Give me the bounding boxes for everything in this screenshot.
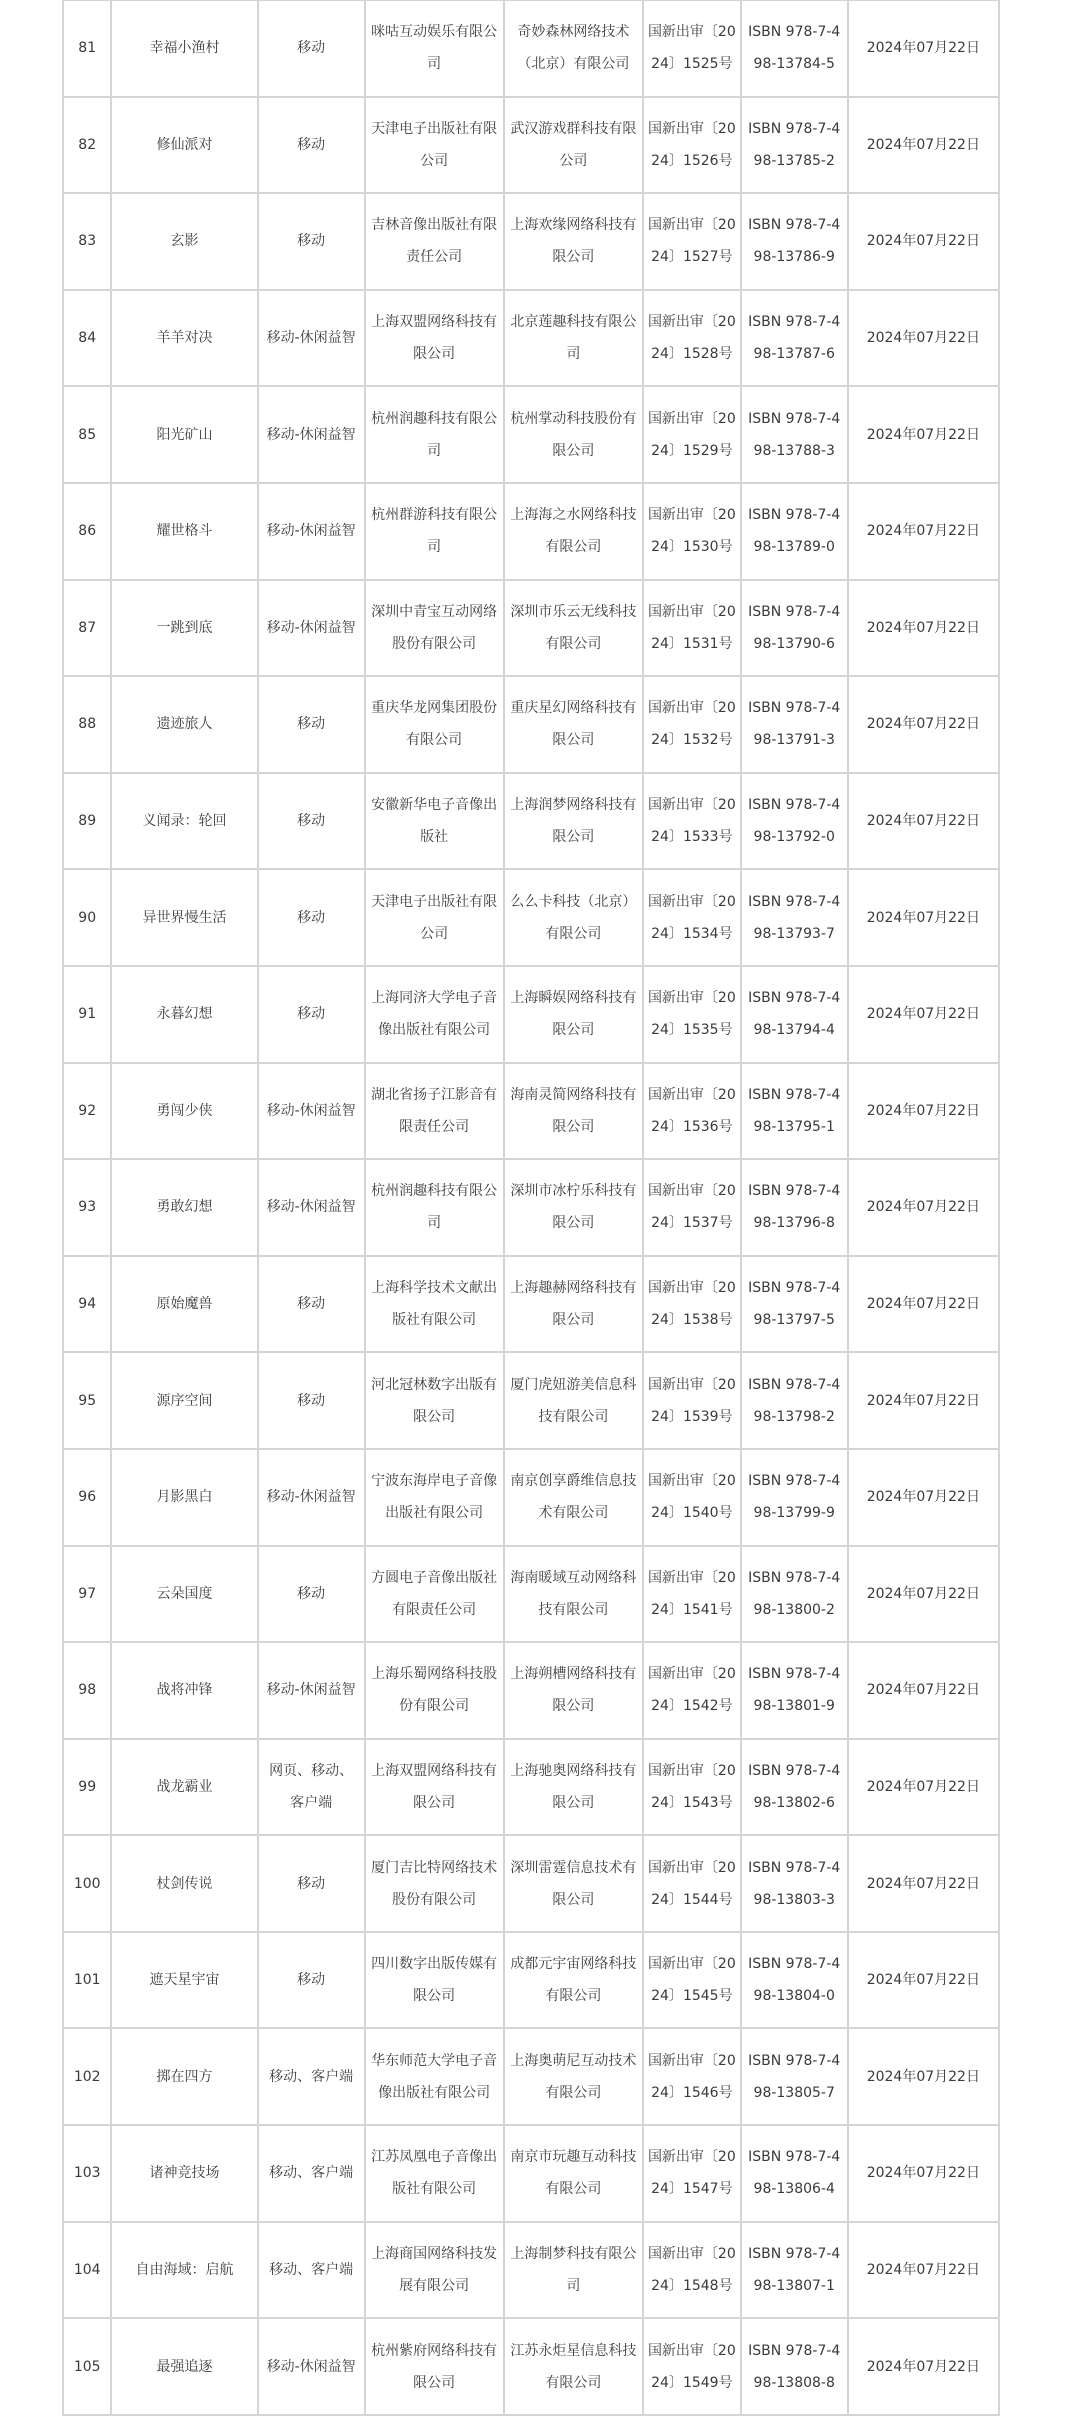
- table-row: [63, 2028, 999, 2125]
- cell-approval-number: 国新出审〔2024〕1544号: [643, 1835, 741, 1932]
- cell-operator: 江苏永炬星信息科技有限公司: [504, 2318, 643, 2415]
- cell-isbn: ISBN 978-7-498-13795-1: [741, 1063, 848, 1160]
- cell-approval-date: 2024年07月22日: [848, 773, 999, 870]
- cell-approval-number: 国新出审〔2024〕1537号: [643, 1159, 741, 1256]
- cell-approval-number: 国新出审〔2024〕1536号: [643, 1063, 741, 1160]
- cell-operator: 北京莲趣科技有限公司: [504, 290, 643, 387]
- cell-operator: 深圳市冰柠乐科技有限公司: [504, 1159, 643, 1256]
- cell-isbn: ISBN 978-7-498-13785-2: [741, 97, 848, 194]
- cell-number: 86: [63, 483, 111, 580]
- table-row: [63, 0, 999, 97]
- cell-game-type: 网页、移动、客户端: [258, 1739, 365, 1836]
- cell-approval-number: 国新出审〔2024〕1526号: [643, 97, 741, 194]
- cell-isbn: ISBN 978-7-498-13789-0: [741, 483, 848, 580]
- cell-number: 88: [63, 676, 111, 773]
- cell-approval-number: 国新出审〔2024〕1547号: [643, 2125, 741, 2222]
- cell-publisher: 安徽新华电子音像出版社: [365, 773, 504, 870]
- cell-number: 104: [63, 2222, 111, 2319]
- cell-isbn: ISBN 978-7-498-13806-4: [741, 2125, 848, 2222]
- cell-operator: 深圳市乐云无线科技有限公司: [504, 580, 643, 677]
- cell-operator: 上海驰奥网络科技有限公司: [504, 1739, 643, 1836]
- cell-approval-date: 2024年07月22日: [848, 1352, 999, 1449]
- cell-approval-number: 国新出审〔2024〕1541号: [643, 1546, 741, 1643]
- cell-game-type: 移动、客户端: [258, 2222, 365, 2319]
- cell-publisher: 上海同济大学电子音像出版社有限公司: [365, 966, 504, 1063]
- cell-isbn: ISBN 978-7-498-13800-2: [741, 1546, 848, 1643]
- table-row: [63, 966, 999, 1063]
- cell-game-type: 移动、客户端: [258, 2028, 365, 2125]
- cell-approval-number: 国新出审〔2024〕1539号: [643, 1352, 741, 1449]
- cell-game-name: 玄影: [111, 193, 257, 290]
- cell-publisher: 河北冠林数字出版有限公司: [365, 1352, 504, 1449]
- cell-game-name: 最强追逐: [111, 2318, 257, 2415]
- cell-approval-number: 国新出审〔2024〕1527号: [643, 193, 741, 290]
- cell-operator: 上海欢缘网络科技有限公司: [504, 193, 643, 290]
- cell-isbn: ISBN 978-7-498-13808-8: [741, 2318, 848, 2415]
- cell-publisher: 厦门吉比特网络技术股份有限公司: [365, 1835, 504, 1932]
- cell-isbn: ISBN 978-7-498-13793-7: [741, 869, 848, 966]
- cell-number: 82: [63, 97, 111, 194]
- cell-approval-number: 国新出审〔2024〕1543号: [643, 1739, 741, 1836]
- cell-game-name: 遗迹旅人: [111, 676, 257, 773]
- cell-game-type: 移动: [258, 1352, 365, 1449]
- cell-number: 102: [63, 2028, 111, 2125]
- table-row: [63, 1256, 999, 1353]
- cell-approval-number: 国新出审〔2024〕1546号: [643, 2028, 741, 2125]
- cell-game-type: 移动、客户端: [258, 2125, 365, 2222]
- cell-game-name: 源序空间: [111, 1352, 257, 1449]
- cell-game-type: 移动: [258, 0, 365, 97]
- cell-publisher: 吉林音像出版社有限责任公司: [365, 193, 504, 290]
- cell-operator: 上海瞬娱网络科技有限公司: [504, 966, 643, 1063]
- table-row: [63, 1449, 999, 1546]
- cell-approval-date: 2024年07月22日: [848, 1642, 999, 1739]
- cell-isbn: ISBN 978-7-498-13784-5: [741, 0, 848, 97]
- cell-publisher: 上海乐蜀网络科技股份有限公司: [365, 1642, 504, 1739]
- cell-publisher: 杭州润趣科技有限公司: [365, 1159, 504, 1256]
- cell-operator: 么么卡科技（北京）有限公司: [504, 869, 643, 966]
- cell-game-name: 遮天星宇宙: [111, 1932, 257, 2029]
- cell-game-name: 战龙霸业: [111, 1739, 257, 1836]
- cell-operator: 上海润梦网络科技有限公司: [504, 773, 643, 870]
- cell-number: 105: [63, 2318, 111, 2415]
- cell-isbn: ISBN 978-7-498-13788-3: [741, 386, 848, 483]
- cell-publisher: 咪咕互动娱乐有限公司: [365, 0, 504, 97]
- cell-operator: 南京创享爵维信息技术有限公司: [504, 1449, 643, 1546]
- cell-isbn: ISBN 978-7-498-13805-7: [741, 2028, 848, 2125]
- cell-approval-date: 2024年07月22日: [848, 2318, 999, 2415]
- cell-isbn: ISBN 978-7-498-13807-1: [741, 2222, 848, 2319]
- cell-game-name: 阳光矿山: [111, 386, 257, 483]
- cell-approval-number: 国新出审〔2024〕1549号: [643, 2318, 741, 2415]
- cell-game-name: 一跳到底: [111, 580, 257, 677]
- cell-game-name: 云朵国度: [111, 1546, 257, 1643]
- cell-approval-number: 国新出审〔2024〕1548号: [643, 2222, 741, 2319]
- table-row: [63, 2318, 999, 2415]
- cell-game-name: 杖剑传说: [111, 1835, 257, 1932]
- cell-publisher: 湖北省扬子江影音有限责任公司: [365, 1063, 504, 1160]
- cell-game-type: 移动-休闲益智: [258, 1642, 365, 1739]
- page-margin-left: [0, 0, 62, 2426]
- cell-operator: 上海奥萌尼互动技术有限公司: [504, 2028, 643, 2125]
- cell-publisher: 杭州紫府网络科技有限公司: [365, 2318, 504, 2415]
- game-approval-table: [62, 0, 1000, 2416]
- cell-approval-number: 国新出审〔2024〕1532号: [643, 676, 741, 773]
- cell-isbn: ISBN 978-7-498-13790-6: [741, 580, 848, 677]
- cell-game-name: 修仙派对: [111, 97, 257, 194]
- cell-publisher: 华东师范大学电子音像出版社有限公司: [365, 2028, 504, 2125]
- cell-game-type: 移动: [258, 1932, 365, 2029]
- cell-number: 95: [63, 1352, 111, 1449]
- cell-approval-date: 2024年07月22日: [848, 1739, 999, 1836]
- cell-number: 81: [63, 0, 111, 97]
- cell-game-type: 移动: [258, 773, 365, 870]
- table-row: [63, 1063, 999, 1160]
- table-row: [63, 2125, 999, 2222]
- cell-approval-number: 国新出审〔2024〕1528号: [643, 290, 741, 387]
- cell-publisher: 四川数字出版传媒有限公司: [365, 1932, 504, 2029]
- table-row: [63, 1739, 999, 1836]
- cell-approval-date: 2024年07月22日: [848, 1063, 999, 1160]
- cell-operator: 海南暖域互动网络科技有限公司: [504, 1546, 643, 1643]
- cell-game-name: 异世界慢生活: [111, 869, 257, 966]
- table-row: [63, 1835, 999, 1932]
- cell-number: 103: [63, 2125, 111, 2222]
- cell-isbn: ISBN 978-7-498-13791-3: [741, 676, 848, 773]
- cell-number: 89: [63, 773, 111, 870]
- cell-number: 96: [63, 1449, 111, 1546]
- cell-number: 84: [63, 290, 111, 387]
- cell-game-type: 移动-休闲益智: [258, 2318, 365, 2415]
- cell-game-name: 永暮幻想: [111, 966, 257, 1063]
- cell-operator: 重庆星幻网络科技有限公司: [504, 676, 643, 773]
- table-row: [63, 1932, 999, 2029]
- cell-game-type: 移动: [258, 869, 365, 966]
- table-row: [63, 676, 999, 773]
- cell-publisher: 上海双盟网络科技有限公司: [365, 1739, 504, 1836]
- cell-game-type: 移动: [258, 676, 365, 773]
- cell-publisher: 天津电子出版社有限公司: [365, 97, 504, 194]
- cell-operator: 厦门虎妞游美信息科技有限公司: [504, 1352, 643, 1449]
- cell-operator: 奇妙森林网络技术（北京）有限公司: [504, 0, 643, 97]
- cell-isbn: ISBN 978-7-498-13803-3: [741, 1835, 848, 1932]
- cell-isbn: ISBN 978-7-498-13801-9: [741, 1642, 848, 1739]
- cell-isbn: ISBN 978-7-498-13796-8: [741, 1159, 848, 1256]
- cell-approval-date: 2024年07月22日: [848, 869, 999, 966]
- cell-approval-number: 国新出审〔2024〕1533号: [643, 773, 741, 870]
- table-row: [63, 483, 999, 580]
- cell-game-type: 移动-休闲益智: [258, 483, 365, 580]
- cell-game-type: 移动: [258, 97, 365, 194]
- cell-game-type: 移动-休闲益智: [258, 386, 365, 483]
- cell-approval-date: 2024年07月22日: [848, 1256, 999, 1353]
- table-row: [63, 869, 999, 966]
- cell-approval-date: 2024年07月22日: [848, 483, 999, 580]
- cell-game-name: 月影黑白: [111, 1449, 257, 1546]
- cell-isbn: ISBN 978-7-498-13804-0: [741, 1932, 848, 2029]
- cell-number: 90: [63, 869, 111, 966]
- cell-approval-date: 2024年07月22日: [848, 0, 999, 97]
- cell-game-type: 移动: [258, 1835, 365, 1932]
- cell-approval-number: 国新出审〔2024〕1525号: [643, 0, 741, 97]
- cell-approval-date: 2024年07月22日: [848, 1835, 999, 1932]
- table-row: [63, 580, 999, 677]
- cell-game-type: 移动: [258, 193, 365, 290]
- cell-game-name: 勇闯少侠: [111, 1063, 257, 1160]
- cell-number: 85: [63, 386, 111, 483]
- cell-number: 93: [63, 1159, 111, 1256]
- cell-approval-date: 2024年07月22日: [848, 966, 999, 1063]
- cell-game-type: 移动-休闲益智: [258, 1063, 365, 1160]
- cell-approval-number: 国新出审〔2024〕1542号: [643, 1642, 741, 1739]
- cell-approval-number: 国新出审〔2024〕1538号: [643, 1256, 741, 1353]
- cell-number: 94: [63, 1256, 111, 1353]
- cell-publisher: 上海双盟网络科技有限公司: [365, 290, 504, 387]
- cell-game-name: 原始魔兽: [111, 1256, 257, 1353]
- table-row: [63, 2222, 999, 2319]
- cell-game-type: 移动-休闲益智: [258, 1159, 365, 1256]
- cell-operator: 上海制梦科技有限公司: [504, 2222, 643, 2319]
- cell-approval-date: 2024年07月22日: [848, 1932, 999, 2029]
- cell-operator: 成都元宇宙网络科技有限公司: [504, 1932, 643, 2029]
- cell-isbn: ISBN 978-7-498-13786-9: [741, 193, 848, 290]
- table-row: [63, 386, 999, 483]
- cell-approval-date: 2024年07月22日: [848, 676, 999, 773]
- cell-number: 91: [63, 966, 111, 1063]
- cell-game-name: 战将冲锋: [111, 1642, 257, 1739]
- cell-approval-number: 国新出审〔2024〕1534号: [643, 869, 741, 966]
- cell-approval-number: 国新出审〔2024〕1535号: [643, 966, 741, 1063]
- cell-publisher: 深圳中青宝互动网络股份有限公司: [365, 580, 504, 677]
- cell-game-name: 诸神竞技场: [111, 2125, 257, 2222]
- cell-number: 92: [63, 1063, 111, 1160]
- cell-game-type: 移动-休闲益智: [258, 1449, 365, 1546]
- cell-approval-date: 2024年07月22日: [848, 1159, 999, 1256]
- cell-operator: 武汉游戏群科技有限公司: [504, 97, 643, 194]
- page-margin-right: [1000, 0, 1080, 2426]
- cell-game-type: 移动: [258, 1256, 365, 1353]
- cell-publisher: 江苏凤凰电子音像出版社有限公司: [365, 2125, 504, 2222]
- cell-number: 87: [63, 580, 111, 677]
- cell-game-name: 勇敢幻想: [111, 1159, 257, 1256]
- cell-isbn: ISBN 978-7-498-13792-0: [741, 773, 848, 870]
- table-row: [63, 1352, 999, 1449]
- cell-isbn: ISBN 978-7-498-13799-9: [741, 1449, 848, 1546]
- cell-approval-number: 国新出审〔2024〕1530号: [643, 483, 741, 580]
- cell-publisher: 杭州群游科技有限公司: [365, 483, 504, 580]
- cell-number: 83: [63, 193, 111, 290]
- table-row: [63, 290, 999, 387]
- cell-operator: 上海海之水网络科技有限公司: [504, 483, 643, 580]
- cell-publisher: 方圆电子音像出版社有限责任公司: [365, 1546, 504, 1643]
- table-row: [63, 1546, 999, 1643]
- cell-approval-number: 国新出审〔2024〕1540号: [643, 1449, 741, 1546]
- cell-isbn: ISBN 978-7-498-13794-4: [741, 966, 848, 1063]
- cell-number: 98: [63, 1642, 111, 1739]
- cell-operator: 海南灵简网络科技有限公司: [504, 1063, 643, 1160]
- cell-operator: 上海趣赫网络科技有限公司: [504, 1256, 643, 1353]
- cell-approval-date: 2024年07月22日: [848, 97, 999, 194]
- cell-game-type: 移动-休闲益智: [258, 580, 365, 677]
- cell-approval-number: 国新出审〔2024〕1545号: [643, 1932, 741, 2029]
- cell-publisher: 天津电子出版社有限公司: [365, 869, 504, 966]
- cell-isbn: ISBN 978-7-498-13797-5: [741, 1256, 848, 1353]
- cell-number: 97: [63, 1546, 111, 1643]
- cell-operator: 杭州掌动科技股份有限公司: [504, 386, 643, 483]
- cell-game-type: 移动: [258, 966, 365, 1063]
- cell-approval-date: 2024年07月22日: [848, 290, 999, 387]
- cell-isbn: ISBN 978-7-498-13802-6: [741, 1739, 848, 1836]
- cell-approval-date: 2024年07月22日: [848, 1449, 999, 1546]
- cell-publisher: 上海商国网络科技发展有限公司: [365, 2222, 504, 2319]
- cell-game-name: 羊羊对决: [111, 290, 257, 387]
- cell-game-name: 义闻录：轮回: [111, 773, 257, 870]
- cell-approval-date: 2024年07月22日: [848, 2125, 999, 2222]
- table-row: [63, 773, 999, 870]
- cell-approval-number: 国新出审〔2024〕1529号: [643, 386, 741, 483]
- cell-game-name: 掷在四方: [111, 2028, 257, 2125]
- cell-publisher: 杭州润趣科技有限公司: [365, 386, 504, 483]
- cell-publisher: 上海科学技术文献出版社有限公司: [365, 1256, 504, 1353]
- cell-isbn: ISBN 978-7-498-13798-2: [741, 1352, 848, 1449]
- table-body: [63, 0, 999, 2415]
- cell-game-name: 耀世格斗: [111, 483, 257, 580]
- cell-approval-date: 2024年07月22日: [848, 580, 999, 677]
- cell-operator: 上海朔槽网络科技有限公司: [504, 1642, 643, 1739]
- cell-approval-date: 2024年07月22日: [848, 2028, 999, 2125]
- cell-approval-date: 2024年07月22日: [848, 386, 999, 483]
- cell-game-name: 幸福小渔村: [111, 0, 257, 97]
- cell-game-name: 自由海域：启航: [111, 2222, 257, 2319]
- cell-approval-date: 2024年07月22日: [848, 1546, 999, 1643]
- table-row: [63, 1642, 999, 1739]
- cell-number: 101: [63, 1932, 111, 2029]
- cell-operator: 南京市玩趣互动科技有限公司: [504, 2125, 643, 2222]
- cell-approval-date: 2024年07月22日: [848, 2222, 999, 2319]
- cell-isbn: ISBN 978-7-498-13787-6: [741, 290, 848, 387]
- table-row: [63, 97, 999, 194]
- cell-number: 99: [63, 1739, 111, 1836]
- cell-game-type: 移动-休闲益智: [258, 290, 365, 387]
- cell-publisher: 宁波东海岸电子音像出版社有限公司: [365, 1449, 504, 1546]
- cell-approval-date: 2024年07月22日: [848, 193, 999, 290]
- cell-number: 100: [63, 1835, 111, 1932]
- table-row: [63, 193, 999, 290]
- cell-publisher: 重庆华龙网集团股份有限公司: [365, 676, 504, 773]
- table-row: [63, 1159, 999, 1256]
- cell-game-type: 移动: [258, 1546, 365, 1643]
- cell-approval-number: 国新出审〔2024〕1531号: [643, 580, 741, 677]
- cell-operator: 深圳雷霆信息技术有限公司: [504, 1835, 643, 1932]
